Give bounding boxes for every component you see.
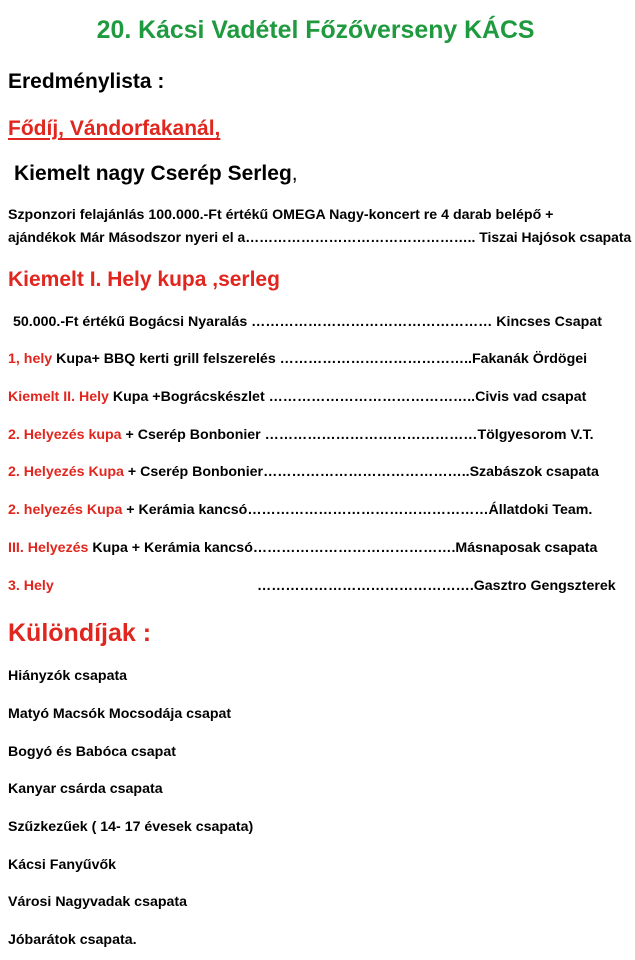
entry-place: III. Helyezés xyxy=(8,540,89,556)
entry-place: 2. Helyezés Kupa xyxy=(8,464,124,480)
entry-detail: + Cserép Bonbonier……………………………………..Szabászok csapata xyxy=(123,464,599,480)
entry-row xyxy=(8,389,586,405)
special-prize-item: Kácsi Fanyűvők xyxy=(8,857,117,873)
featured-big-prize xyxy=(14,162,298,186)
sponsor-line-2: ajándékok Már Másodszor nyeri el a………………………………………….. Tiszai Hajósok csapata xyxy=(8,230,632,246)
entry-row xyxy=(8,464,599,480)
entry-row xyxy=(8,540,597,556)
entry-detail: Kupa + Kerámia kancsó…………………………………….Másnaposak csapata xyxy=(88,540,598,556)
entry-row xyxy=(8,502,592,518)
special-prize-item: Hiányzók csapata xyxy=(8,668,128,684)
featured-big-comma: , xyxy=(291,162,298,185)
entry-detail: ……………………………………….Gasztro Gengszterek xyxy=(257,578,616,594)
special-prize-item: Matyó Macsók Mocsodája csapat xyxy=(8,706,232,722)
entry-place: Kiemelt II. Hely xyxy=(8,389,109,405)
results-heading: Eredménylista : xyxy=(8,70,165,93)
sponsor-line-1: Szponzori felajánlás 100.000.-Ft értékű OMEGA Nagy-koncert re 4 darab belépő + xyxy=(8,207,554,223)
entry-detail: 50.000.-Ft értékű Bogácsi Nyaralás …………………………………………… Kincses Csapat xyxy=(13,314,602,330)
entry-detail: + Cserép Bonbonier ………………………………………Tölgyesorom V.T. xyxy=(121,427,594,443)
entry-detail: Kupa +Bográcskészlet ……………………………………..Civis vad csapat xyxy=(108,389,587,405)
entry-place: 1, hely xyxy=(8,351,53,367)
page-title: 20. Kácsi Vadétel Főzőverseny KÁCS xyxy=(96,16,535,44)
special-prize-item: Bogyó és Babóca csapat xyxy=(8,744,176,760)
entry-row xyxy=(8,578,54,594)
entry-row xyxy=(8,351,587,367)
special-prizes-heading: Különdíjak : xyxy=(8,619,152,647)
entry-detail: + Kerámia kancsó……………………………………………Állatdoki Team. xyxy=(122,502,593,518)
special-prize-item: Jóbarátok csapata. xyxy=(8,932,137,948)
entry-place: 2. helyezés Kupa xyxy=(8,502,123,518)
featured-first-heading: Kiemelt I. Hely kupa ,serleg xyxy=(8,268,280,291)
entry-place: 2. Helyezés kupa xyxy=(8,427,122,443)
entry-row xyxy=(13,314,602,330)
entry-row xyxy=(8,427,594,443)
special-prize-item: Kanyar csárda csapata xyxy=(8,781,163,797)
special-prize-item: Városi Nagyvadak csapata xyxy=(8,894,188,910)
special-prize-item: Szűzkezűek ( 14- 17 évesek csapata) xyxy=(8,819,254,835)
featured-big-label: Kiemelt nagy Cserép Serleg xyxy=(14,162,292,185)
entry-detail: Kupa+ BBQ kerti grill felszerelés …………………………………..Fakanák Ördögei xyxy=(52,351,588,367)
entry-place: 3. Hely xyxy=(8,578,54,594)
grand-prize-heading: Fődíj, Vándorfakanál, xyxy=(8,117,221,140)
